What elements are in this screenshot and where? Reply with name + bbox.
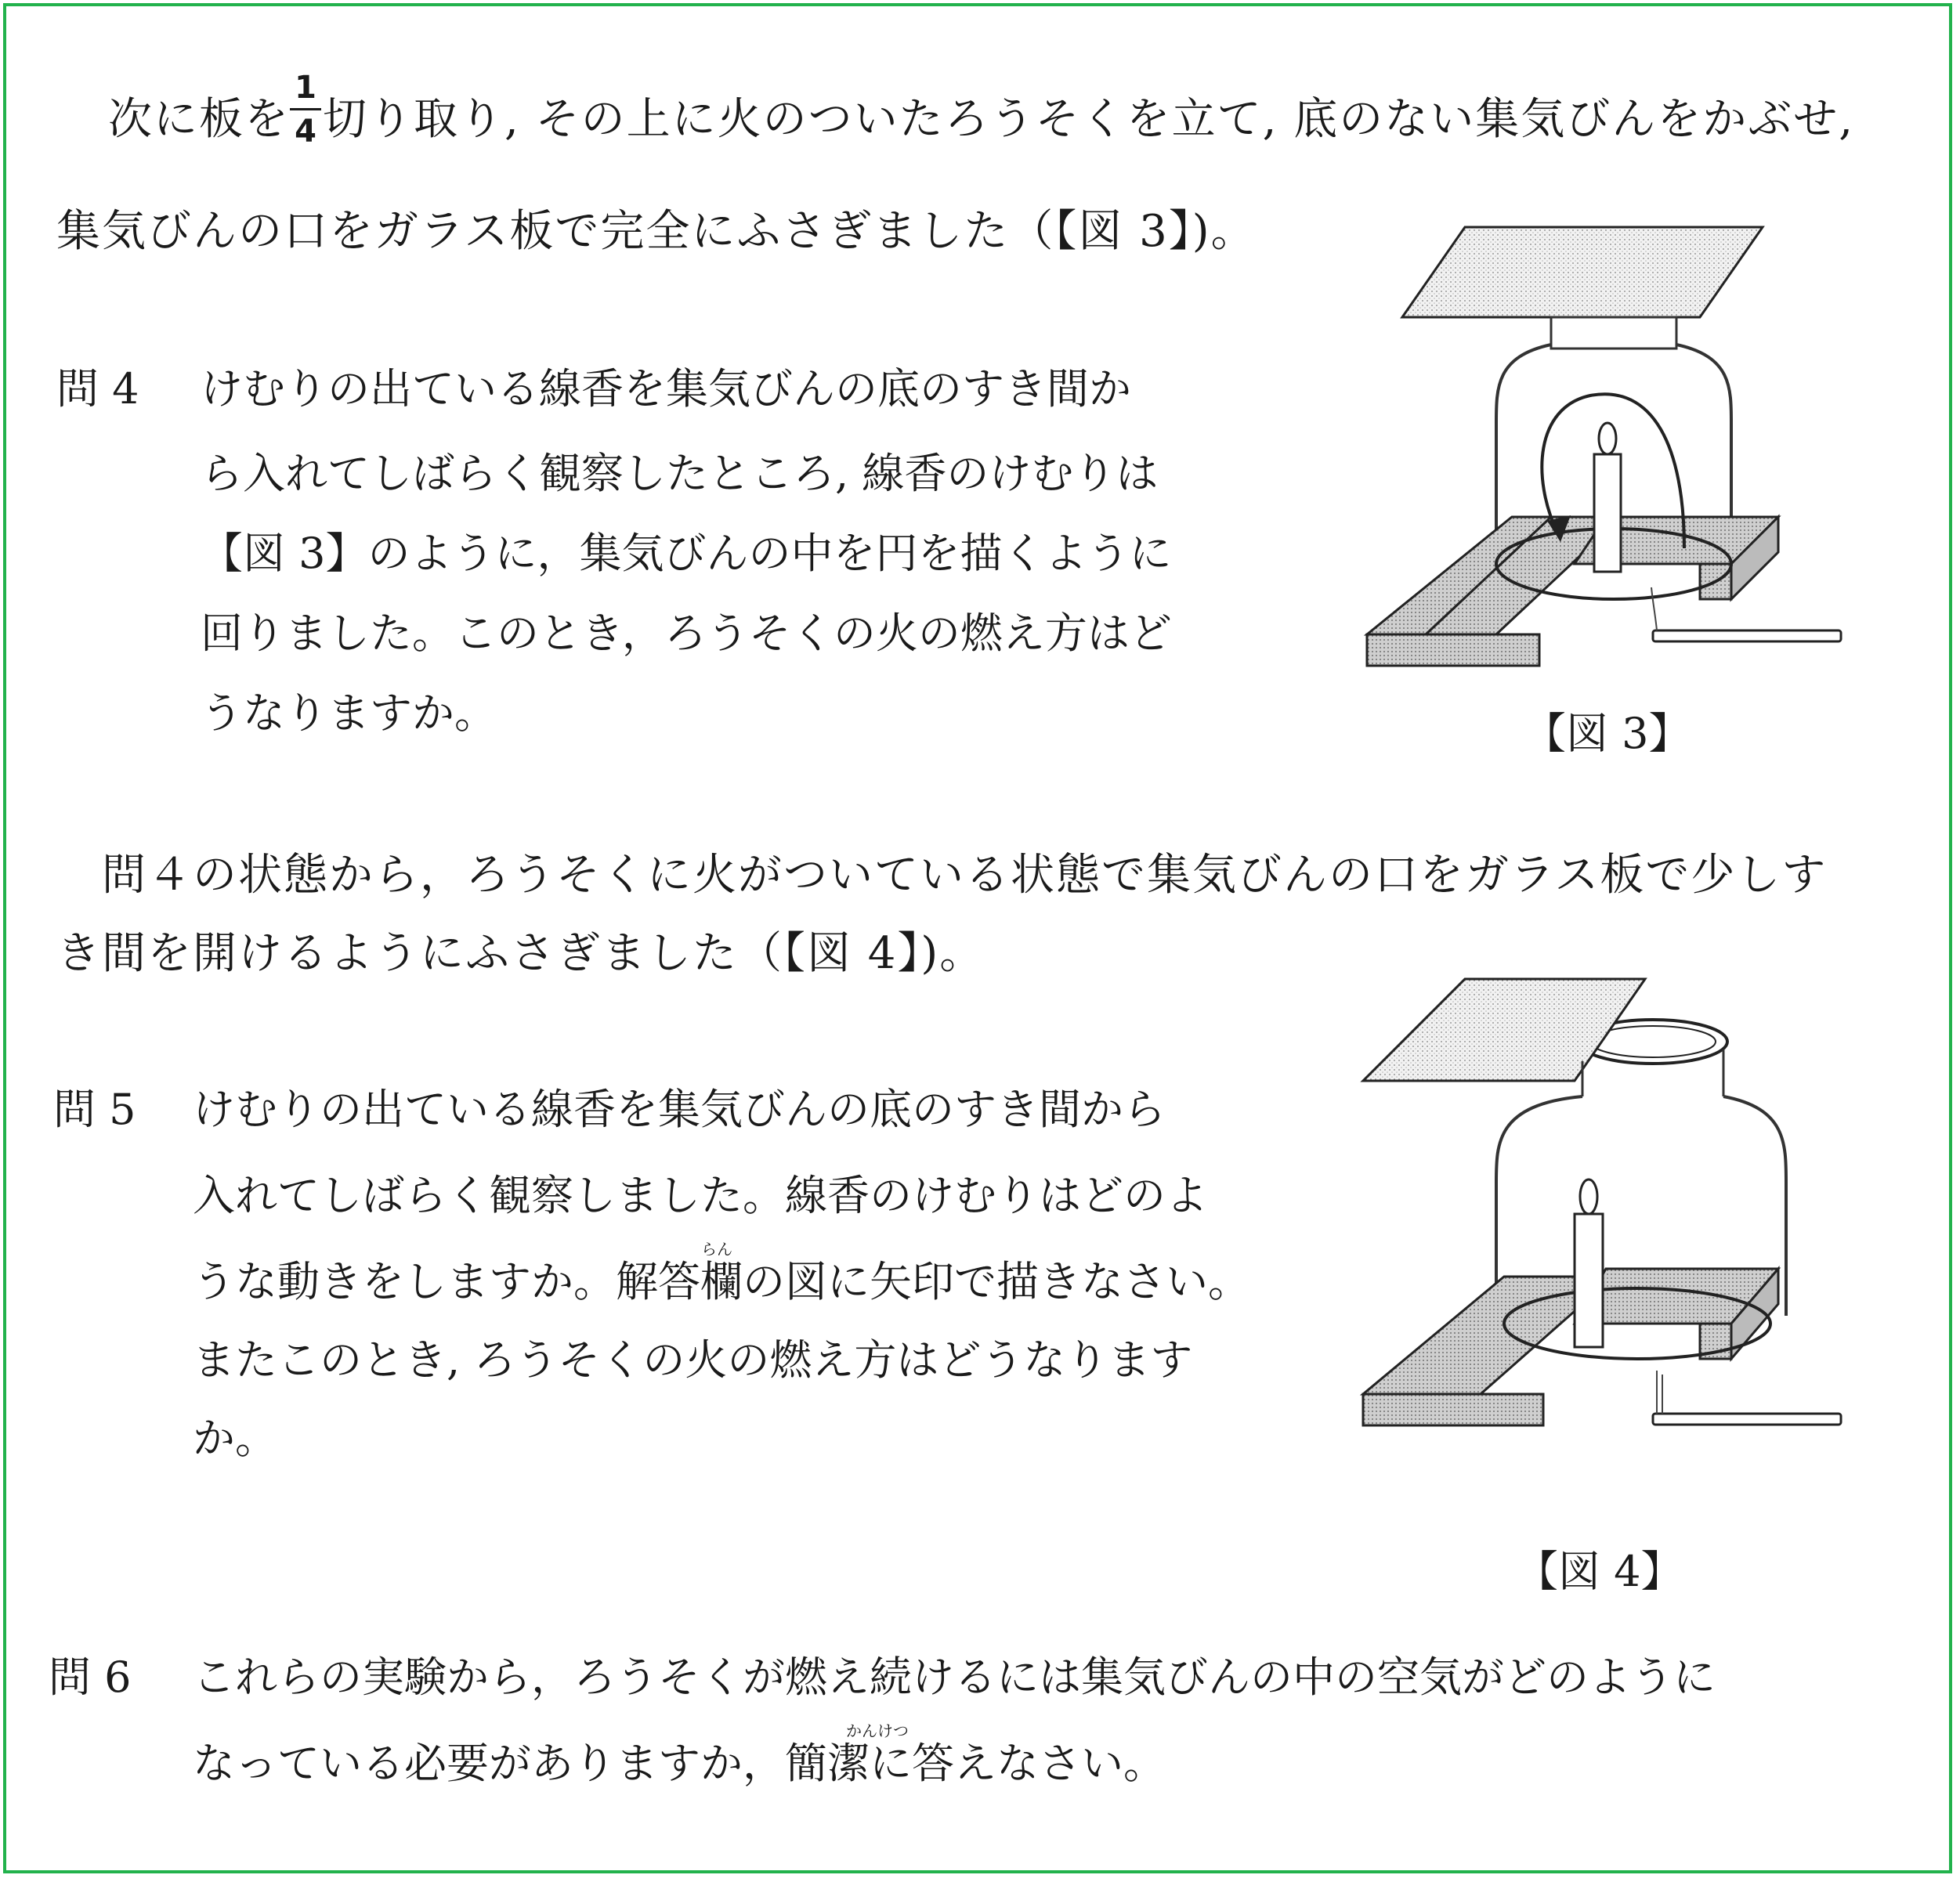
figure-4-apparatus (1355, 979, 1857, 1449)
q6-line-2: なっている必要がありますか，簡潔に答えなさい。 (193, 1739, 1166, 1788)
candle (1594, 454, 1621, 572)
q5-line-2: 入れてしばらく観察しました。線香のけむりはどのよ (193, 1171, 1208, 1220)
candle (1575, 1214, 1603, 1347)
fraction-denominator: 4 (295, 114, 316, 150)
q6-line-1: これらの実験から，ろうそくが燃え続けるには集気びんの中の空気がどのように (193, 1653, 1716, 1702)
incense-smoke (1657, 1371, 1662, 1414)
board-left-front (1363, 1394, 1543, 1425)
q4-line-2: ら入れてしばらく観察したところ, 線香のけむりは (201, 449, 1159, 498)
q4-line-5: うなりますか。 (201, 688, 497, 738)
q5-label: 問 5 (53, 1085, 136, 1134)
figure-3-caption: 【図 3】 (1524, 709, 1691, 758)
intro-line1-rest: 切り取り, その上に火のついたろうそくを立て, 底のない集気びんをかぶせ, (323, 94, 1855, 145)
jar-neck (1551, 317, 1676, 349)
q4-line-3: 【図 3】のように，集気びんの中を円を描くように (201, 529, 1172, 578)
board-left-front (1367, 634, 1539, 666)
glass-plate (1363, 979, 1645, 1081)
q5-line-1: けむりの出ている線香を集気びんの底のすき間から (193, 1085, 1166, 1134)
fraction-bar (290, 108, 321, 110)
q4-line-4: 回りました。このとき，ろうそくの火の燃え方はど (201, 609, 1172, 658)
figure-3-apparatus (1355, 219, 1857, 689)
q5-line-5: か。 (193, 1414, 277, 1463)
middle-line2: き間を開けるようにふさぎました（【図 4】)。 (56, 928, 985, 979)
intro-line1-prefix: 次に板を (108, 94, 290, 145)
incense-smoke (1651, 587, 1657, 630)
q4-label: 問 4 (56, 364, 139, 414)
q6-label: 問 6 (49, 1653, 132, 1702)
middle-line1: 問４の状態から，ろうそくに火がついている状態で集気びんの口をガラス板で少しす (102, 850, 1828, 901)
incense-stick (1653, 630, 1841, 641)
q5-line-3: うな動きをしますか。解答欄の図に矢印で描きなさい。 (193, 1257, 1250, 1306)
candle-flame (1580, 1179, 1597, 1214)
q4-line-1: けむりの出ている線香を集気びんの底のすき間か (201, 364, 1131, 414)
q5-line-4: またこのとき, ろうそくの火の燃え方はどうなります (193, 1335, 1193, 1385)
intro-line2: 集気びんの口をガラス板で完全にふさぎました（【図 3】)。 (56, 206, 1257, 257)
incense-stick (1653, 1414, 1841, 1425)
ruby-ran: らん (701, 1240, 732, 1259)
candle-flame (1599, 423, 1616, 454)
glass-plate (1402, 227, 1763, 317)
fraction-numerator: 1 (295, 70, 316, 106)
ruby-kanketsu: かんけつ (846, 1721, 909, 1740)
figure-4-caption: 【図 4】 (1516, 1547, 1683, 1596)
